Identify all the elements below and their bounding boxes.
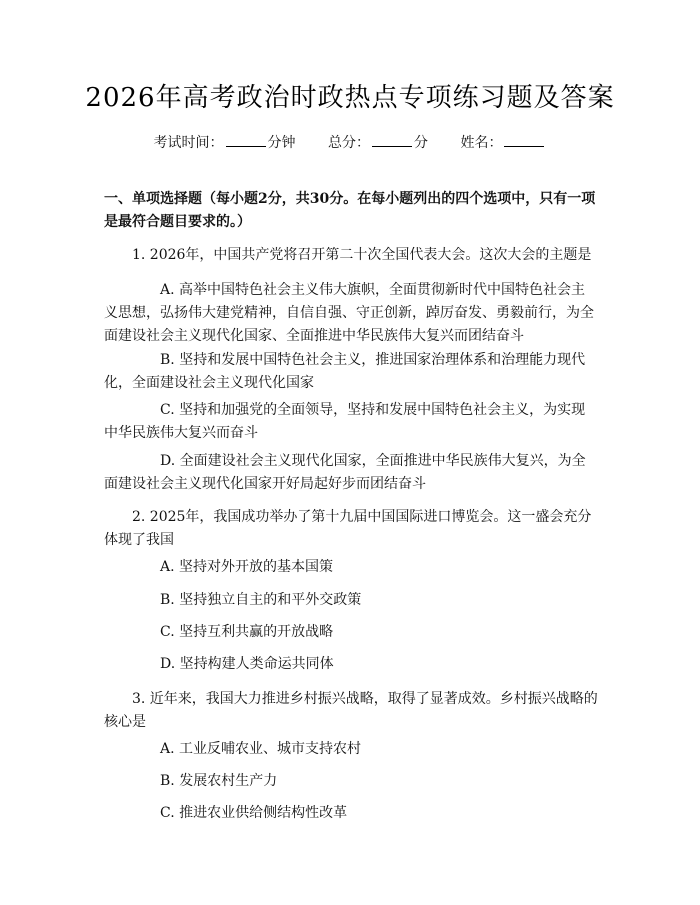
exam-meta — [0, 132, 700, 153]
exam-time-field — [154, 132, 296, 153]
question-2-option-c: C. 坚持互利共赢的开放战略 — [160, 624, 334, 640]
name-blank — [504, 132, 544, 147]
question-1-option-d: D. 全面建设社会主义现代化国家，全面推进中华民族伟大复兴，为全面建设社会主义现代化国家开好局起好步而团结奋斗 — [104, 453, 586, 492]
time-label: 考试时间： — [153, 135, 224, 151]
question-2-option-b: B. 坚持独立自主的和平外交政策 — [160, 592, 362, 608]
question-1-option-c: C. 坚持和加强党的全面领导，坚持和发展中国特色社会主义，为实现中华民族伟大复兴而奋斗 — [104, 402, 586, 441]
question-1-option-a: A. 高举中国特色社会主义伟大旗帜，全面贯彻新时代中国特色社会主义思想，弘扬伟大建党精神，自信自强、守正创新，踔厉奋发、勇毅前行，为全面建设社会主义现代化国家、全面推进中华民族伟大复兴而团结奋斗 — [104, 282, 594, 344]
score-label: 总分： — [328, 135, 370, 151]
question-3-option-c: C. 推进农业供给侧结构性改革 — [160, 805, 348, 821]
question-1-stem: 1. 2026年，中国共产党将召开第二十次全国代表大会。这次大会的主题是 — [132, 247, 592, 263]
question-2-option-a: A. 坚持对外开放的基本国策 — [160, 559, 334, 575]
section-heading: 一、单项选择题（每小题2分，共30分。在每小题列出的四个选项中，只有一项是最符合题目要求的。） — [104, 191, 596, 230]
question-3-option-b: B. 发展农村生产力 — [160, 773, 278, 789]
question-1-option-b: B. 坚持和发展中国特色社会主义，推进国家治理体系和治理能力现代化，全面建设社会主义现代化国家 — [104, 352, 586, 391]
student-name-field — [460, 132, 546, 153]
question-3-stem: 3. 近年来，我国大力推进乡村振兴战略，取得了显著成效。乡村振兴战略的核心是 — [104, 691, 598, 730]
question-3-option-a: A. 工业反哺农业、城市支持农村 — [160, 741, 362, 757]
question-2-stem: 2. 2025年，我国成功举办了第十九届中国国际进口博览会。这一盛会充分体现了我国 — [104, 509, 592, 548]
score-blank — [372, 132, 412, 147]
time-blank — [226, 132, 266, 147]
name-label: 姓名： — [460, 135, 503, 151]
time-unit: 分钟 — [267, 135, 296, 151]
total-score-field — [328, 132, 428, 153]
question-2-option-d: D. 坚持构建人类命运共同体 — [160, 656, 334, 672]
document-title: 2026年高考政治时政热点专项练习题及答案 — [85, 83, 615, 113]
score-unit: 分 — [414, 135, 428, 151]
